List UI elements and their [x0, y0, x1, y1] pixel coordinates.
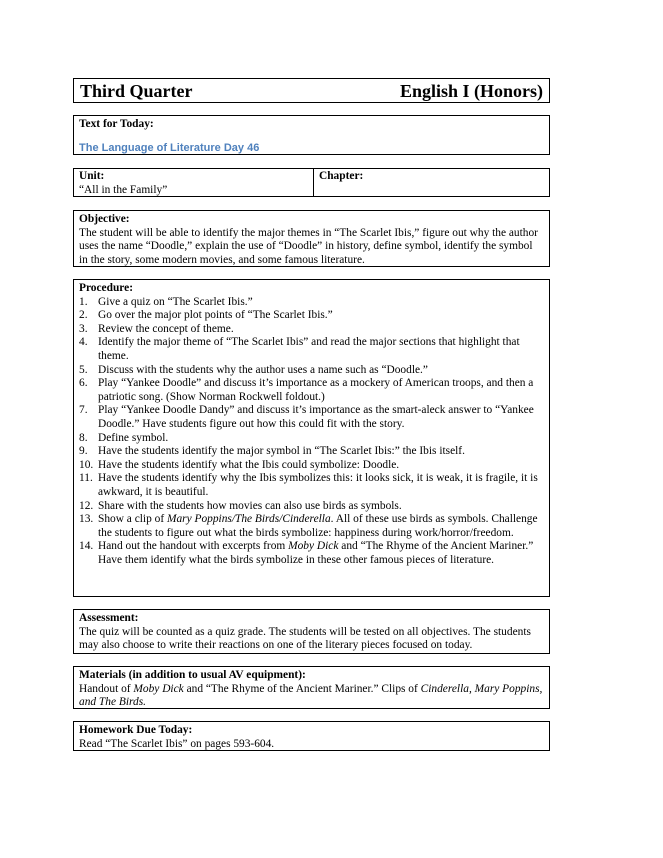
- materials-italic-1: Moby Dick: [133, 682, 184, 695]
- procedure-label: Procedure:: [79, 282, 133, 294]
- quarter-title: Third Quarter: [80, 81, 193, 101]
- assessment-text: The quiz will be counted as a quiz grade. The students will be tested on all objectives. The students may also choose to write their reactions on one of the literary pieces focused on today.: [79, 625, 531, 652]
- item-text-pre: Show a clip of: [98, 513, 167, 526]
- list-item: [79, 500, 544, 514]
- list-item: [79, 432, 544, 446]
- item-number: 8.: [79, 431, 88, 444]
- item-number: 6.: [79, 377, 88, 390]
- item-text-post: and “The Rhyme of the Ancient Mariner.” Have them identify what the birds symbolize in these other famous pieces of literature.: [98, 540, 534, 566]
- list-item: [79, 296, 544, 310]
- homework-text: Read “The Scarlet Ibis” on pages 593-604.: [79, 737, 275, 750]
- list-item: [79, 404, 544, 431]
- assessment-section: [73, 609, 550, 654]
- item-number: 11.: [79, 472, 93, 485]
- procedure-list: [79, 296, 544, 568]
- objective-text: The student will be able to identify the major themes in “The Scarlet Ibis,” figure out why the author uses the name “Doodle,” explain the use of “Doodle” in history, define symbol, identify the symbol in the story, some modern movies, and some famous literature.: [79, 226, 538, 266]
- list-item: [79, 445, 544, 459]
- materials-italic-2: Cinderella, Mary Poppins, and The Birds.: [79, 682, 543, 709]
- assessment-label: Assessment:: [79, 612, 139, 624]
- item-number: 4.: [79, 336, 88, 349]
- text-for-today-section: [73, 115, 550, 155]
- item-text: Go over the major plot points of “The Scarlet Ibis.”: [98, 309, 333, 322]
- list-item: [79, 309, 544, 323]
- item-text: Discuss with the students why the author uses a name such as “Doodle.”: [98, 363, 428, 376]
- item-number: 5.: [79, 363, 88, 376]
- unit-cell: [74, 169, 314, 196]
- item-number: 9.: [79, 445, 88, 458]
- item-text: Play “Yankee Doodle Dandy” and discuss it’s importance as the smart-aleck answer to “Yankee Doodle.” Have students figure out how this could fit with the story.: [98, 404, 534, 430]
- item-text: Review the concept of theme.: [98, 322, 234, 335]
- item-number: 12.: [79, 499, 94, 512]
- list-item: [79, 540, 544, 567]
- homework-label: Homework Due Today:: [79, 724, 193, 736]
- item-text-post: . All of these use birds as symbols. Challenge the students to figure out what the birds symbolize: happiness during work/horror/freedom.: [98, 513, 538, 539]
- materials-label: Materials (in addition to usual AV equipment):: [79, 669, 306, 681]
- item-number: 1.: [79, 295, 88, 308]
- item-text: Have the students identify why the Ibis symbolizes this: it looks sick, it is weak, it is fragile, it is awkward, it is beautiful.: [98, 472, 538, 498]
- list-item: [79, 513, 544, 540]
- objective-label: Objective:: [79, 213, 130, 225]
- course-title: English I (Honors): [399, 81, 543, 101]
- materials-text-pre: Handout of: [79, 682, 134, 695]
- item-text-italic: Mary Poppins/The Birds/Cinderella: [166, 513, 331, 526]
- materials-section: [73, 666, 550, 709]
- header-bar: [73, 78, 550, 103]
- homework-section: [73, 721, 550, 751]
- unit-label: Unit:: [79, 170, 105, 182]
- list-item: [79, 336, 544, 363]
- item-number: 3.: [79, 322, 88, 335]
- item-text: Give a quiz on “The Scarlet Ibis.”: [98, 295, 253, 308]
- item-text: Define symbol.: [98, 431, 169, 444]
- unit-chapter-section: [73, 168, 550, 197]
- item-text-italic: Moby Dick: [288, 540, 339, 553]
- unit-value: “All in the Family”: [79, 183, 168, 196]
- item-number: 13.: [79, 513, 94, 526]
- materials-text-mid: and “The Rhyme of the Ancient Mariner.” Clips of: [183, 682, 421, 695]
- item-text: Share with the students how movies can also use birds as symbols.: [98, 499, 402, 512]
- item-text-pre: Hand out the handout with excerpts from: [98, 540, 289, 553]
- procedure-section: [73, 279, 550, 597]
- chapter-label: Chapter:: [319, 170, 364, 182]
- objective-section: [73, 210, 550, 267]
- item-number: 14.: [79, 540, 94, 553]
- item-number: 10.: [79, 458, 94, 471]
- list-item: [79, 323, 544, 337]
- chapter-cell: [314, 169, 549, 196]
- list-item: [79, 472, 544, 499]
- list-item: [79, 364, 544, 378]
- item-text: Play “Yankee Doodle” and discuss it’s importance as a mockery of American troops, and then a patriotic song. (Show Norman Rockwell foldout.): [98, 377, 534, 403]
- item-number: 2.: [79, 309, 88, 322]
- item-text: Have the students identify what the Ibis could symbolize: Doodle.: [98, 458, 400, 471]
- item-text: Identify the major theme of “The Scarlet Ibis” and read the major sections that highlight that theme.: [98, 336, 520, 362]
- list-item: [79, 459, 544, 473]
- text-for-today-value: The Language of Literature Day 46: [79, 141, 260, 154]
- item-number: 7.: [79, 404, 88, 417]
- item-text: Have the students identify the major symbol in “The Scarlet Ibis:” the Ibis itself.: [98, 445, 465, 458]
- text-for-today-label: Text for Today:: [79, 118, 154, 130]
- list-item: [79, 377, 544, 404]
